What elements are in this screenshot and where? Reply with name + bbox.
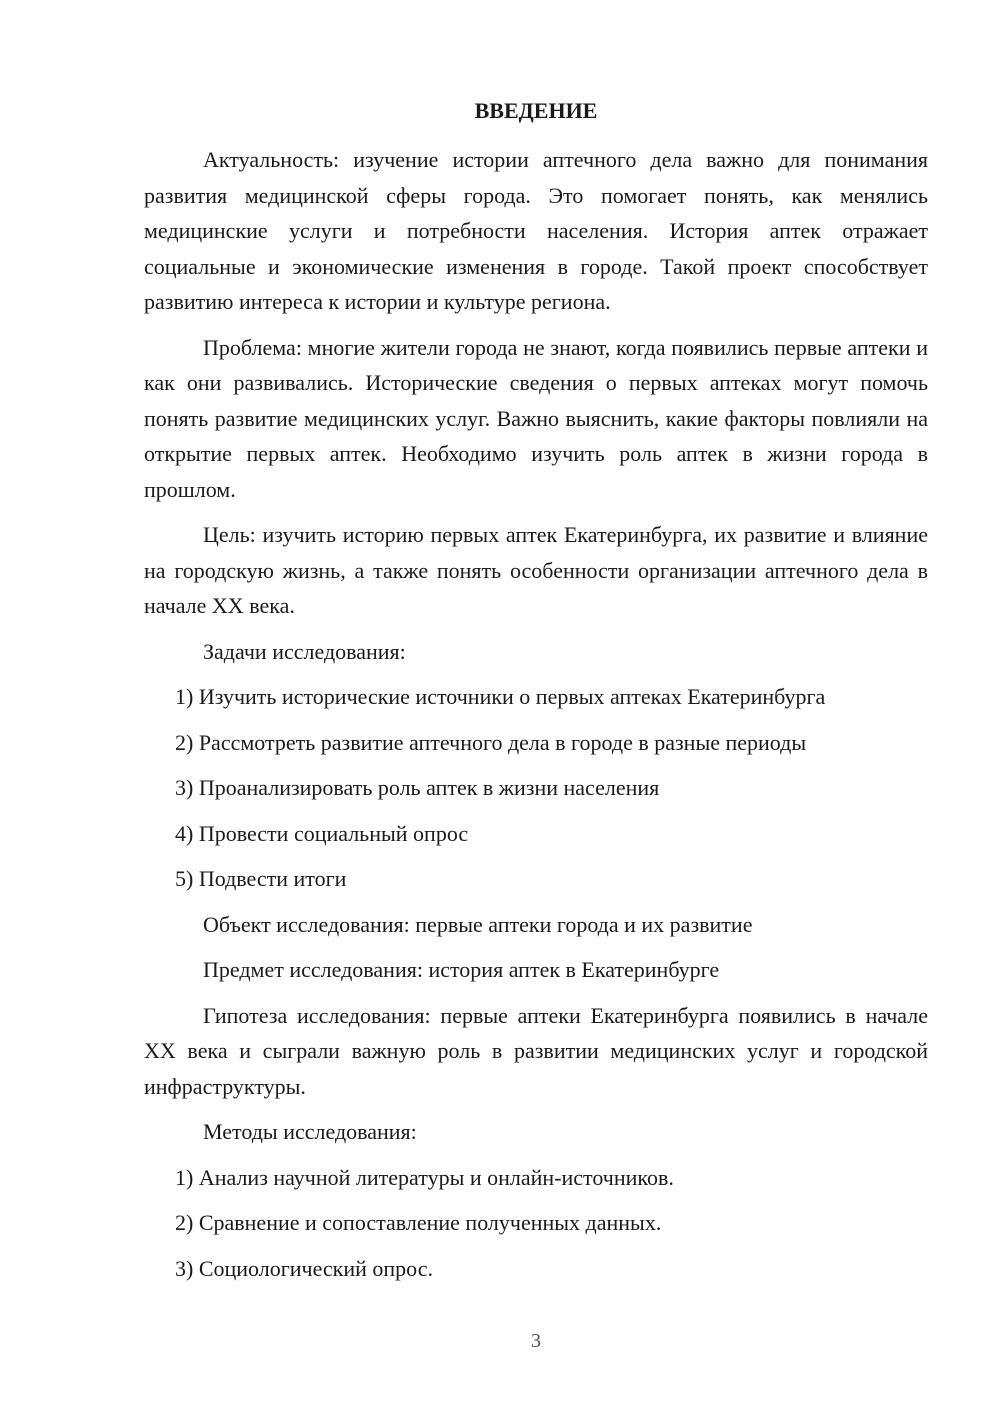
paragraph-subject: Предмет исследования: история аптек в Екатеринбурге xyxy=(203,957,720,982)
list-item: 3) Социологический опрос. xyxy=(175,1255,433,1281)
list-item: 5) Подвести итоги xyxy=(175,866,347,891)
list-item: 3) Проанализировать роль аптек в жизни населения xyxy=(175,775,660,800)
paragraph-object: Объект исследования: первые аптеки города и их развитие xyxy=(203,911,753,937)
paragraph-hypothesis: Гипотеза исследования: первые аптеки Екатеринбурга появились в начале XX века и сыграли важную роль в развитии медицинских услуг и городской инфраструктуры. xyxy=(144,1002,928,1099)
list-item: 1) Анализ научной литературы и онлайн-источников. xyxy=(175,1164,674,1190)
methods-title: Методы исследования: xyxy=(203,1119,417,1144)
page-heading: ВВЕДЕНИЕ xyxy=(474,98,598,123)
tasks-title: Задачи исследования: xyxy=(203,638,406,664)
paragraph-goal: Цель: изучить историю первых аптек Екатеринбурга, их развитие и влияние на городскую жизнь, а также понять особенности организации аптечного дела в начале XX века. xyxy=(144,522,928,618)
tasks-list xyxy=(144,679,928,897)
page-number: 3 xyxy=(531,1330,541,1352)
list-item: 1) Изучить исторические источники о первых аптеках Екатеринбурга xyxy=(175,684,826,709)
list-item: 2) Сравнение и сопоставление полученных данных. xyxy=(175,1210,662,1235)
list-item: 2) Рассмотреть развитие аптечного дела в городе в разные периоды xyxy=(175,729,807,755)
list-item: 4) Провести социальный опрос xyxy=(175,820,469,846)
page-content xyxy=(144,142,928,1296)
methods-list xyxy=(144,1160,928,1287)
paragraph-problem: Проблема: многие жители города не знают, когда появились первые аптеки и как они развивались. Исторические сведения о первых аптеках могут помочь понять развитие медицинских услуг. Важно выяснить, какие факторы повлияли на открытие первых аптек. Необходимо изучить роль аптек в жизни города в прошлом. xyxy=(144,334,928,502)
paragraph-relevance: Актуальность: изучение истории аптечного дела важно для понимания развития медицинской сферы города. Это помогает понять, как менялись медицинские услуги и потребности населения. История аптек отражает социальные и экономические изменения в городе. Такой проект способствует развитию интереса к истории и культуре региона. xyxy=(144,147,928,314)
